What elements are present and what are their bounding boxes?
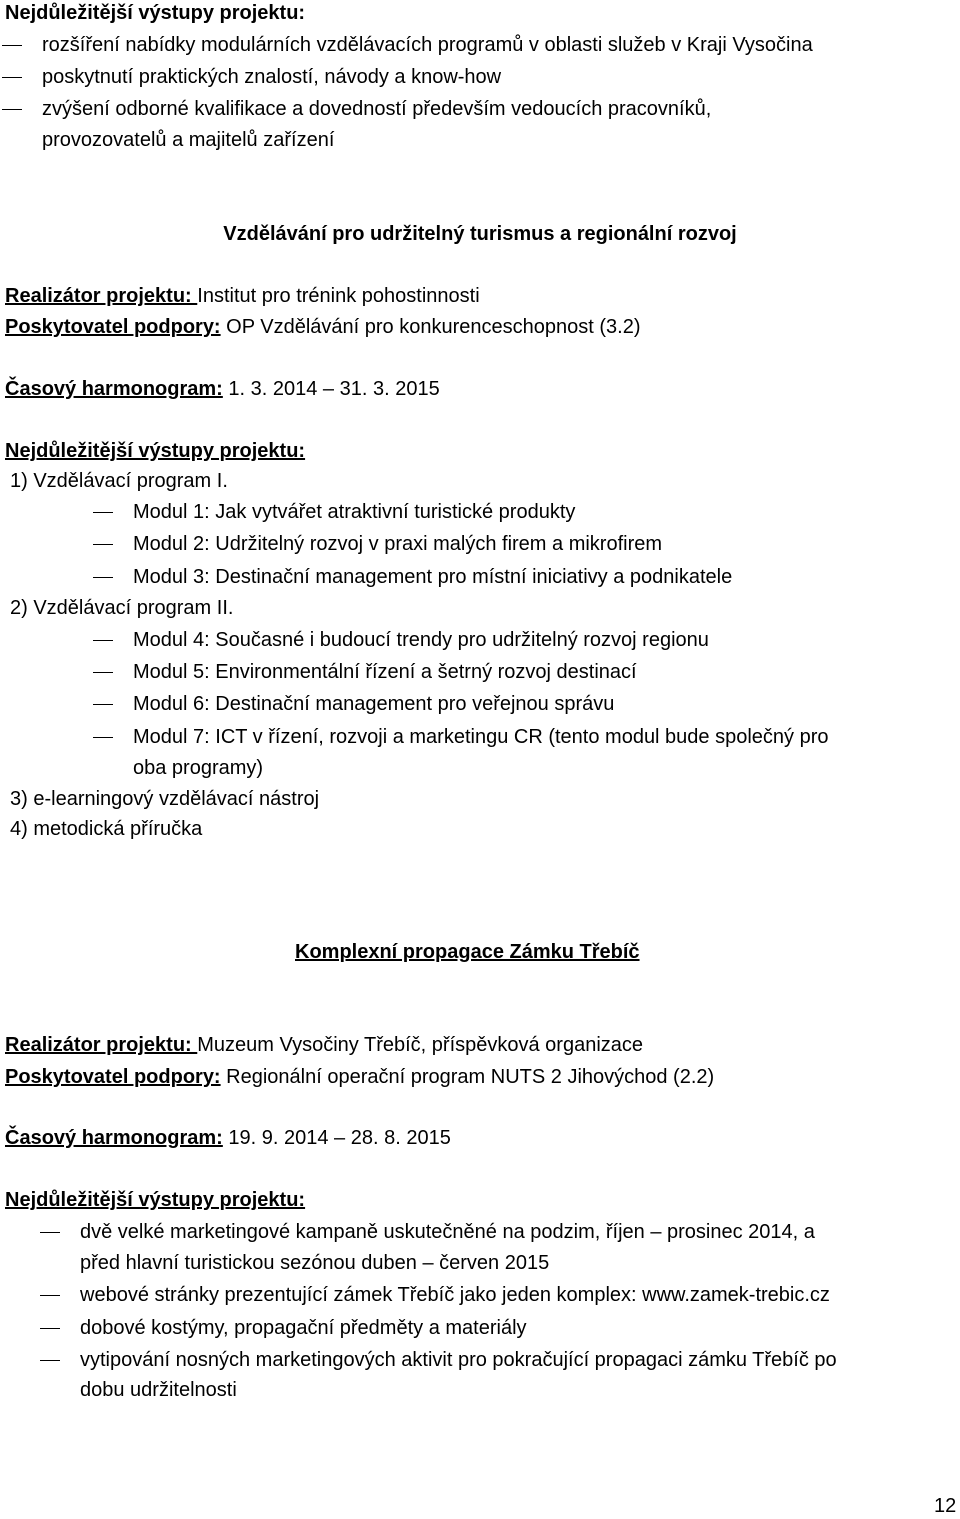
dash-bullet bbox=[93, 640, 113, 641]
section1-heading: Nejdůležitější výstupy projektu: bbox=[5, 2, 306, 24]
project2-title: Vzdělávání pro udržitelný turismus a regionální rozvoj bbox=[223, 223, 737, 245]
program-item: 1) Vzdělávací program I. bbox=[10, 470, 228, 492]
dash-bullet bbox=[93, 512, 113, 513]
list-item: rozšíření nabídky modulárních vzdělávacích programů v oblasti služeb v Kraji Vysočina bbox=[42, 34, 813, 56]
dash-bullet bbox=[93, 737, 113, 738]
list-item: webové stránky prezentující zámek Třebíč jako jeden komplex: www.zamek-trebic.cz bbox=[80, 1284, 830, 1306]
poskytovatel-label: Poskytovatel podpory: bbox=[5, 316, 221, 338]
outputs-heading: Nejdůležitější výstupy projektu: bbox=[5, 1189, 306, 1211]
module-item: Modul 4: Současné i budoucí trendy pro udržitelný rozvoj regionu bbox=[133, 629, 709, 651]
program-item: 3) e-learningový vzdělávací nástroj bbox=[10, 788, 320, 810]
harmonogram-value: 1. 3. 2014 – 31. 3. 2015 bbox=[222, 378, 440, 400]
list-item: zvýšení odborné kvalifikace a dovedností především vedoucích pracovníků, bbox=[42, 98, 712, 120]
realizator-label: Realizátor projektu: bbox=[5, 285, 198, 307]
module-item: Modul 6: Destinační management pro veřejnou správu bbox=[133, 693, 615, 715]
dash-bullet bbox=[93, 544, 113, 545]
realizator-value: Muzeum Vysočiny Třebíč, příspěvková organizace bbox=[197, 1034, 644, 1056]
list-item: dobové kostýmy, propagační předměty a materiály bbox=[80, 1317, 527, 1339]
harmonogram-line bbox=[5, 1125, 451, 1151]
dash-bullet bbox=[2, 77, 22, 78]
list-item: poskytnutí praktických znalostí, návody a know-how bbox=[42, 66, 502, 88]
module-item: Modul 1: Jak vytvářet atraktivní turistické produkty bbox=[133, 501, 576, 523]
dash-bullet bbox=[2, 45, 22, 46]
module-item: Modul 2: Udržitelný rozvoj v praxi malých firem a mikrofirem bbox=[133, 533, 663, 555]
realizator-line bbox=[5, 283, 480, 309]
realizator-line bbox=[5, 1032, 643, 1058]
dash-bullet bbox=[40, 1232, 60, 1233]
realizator-label: Realizátor projektu: bbox=[5, 1034, 198, 1056]
poskytovatel-line bbox=[5, 314, 640, 340]
list-item-continuation: provozovatelů a majitelů zařízení bbox=[42, 129, 335, 151]
list-item-continuation: dobu udržitelnosti bbox=[80, 1379, 237, 1401]
program-item: 2) Vzdělávací program II. bbox=[10, 597, 234, 619]
realizator-value: Institut pro trénink pohostinnosti bbox=[197, 285, 480, 307]
dash-bullet bbox=[40, 1295, 60, 1296]
harmonogram-line bbox=[5, 376, 440, 402]
module-item: Modul 7: ICT v řízení, rozvoji a marketingu CR (tento modul bude společný pro bbox=[133, 726, 829, 748]
outputs-heading: Nejdůležitější výstupy projektu: bbox=[5, 440, 306, 462]
harmonogram-value: 19. 9. 2014 – 28. 8. 2015 bbox=[222, 1127, 451, 1149]
dash-bullet bbox=[40, 1328, 60, 1329]
harmonogram-label: Časový harmonogram: bbox=[5, 1127, 223, 1149]
project3-title: Komplexní propagace Zámku Třebíč bbox=[295, 941, 640, 963]
module-item: Modul 5: Environmentální řízení a šetrný rozvoj destinací bbox=[133, 661, 637, 683]
dash-bullet bbox=[93, 577, 113, 578]
list-item: vytipování nosných marketingových aktivit pro pokračující propagaci zámku Třebíč po bbox=[80, 1349, 837, 1371]
poskytovatel-label: Poskytovatel podpory: bbox=[5, 1066, 221, 1088]
list-item: dvě velké marketingové kampaně uskutečněné na podzim, říjen – prosinec 2014, a bbox=[80, 1221, 815, 1243]
module-item: Modul 3: Destinační management pro místní iniciativy a podnikatele bbox=[133, 566, 733, 588]
dash-bullet bbox=[93, 704, 113, 705]
program-item: 4) metodická příručka bbox=[10, 818, 203, 840]
harmonogram-label: Časový harmonogram: bbox=[5, 378, 223, 400]
dash-bullet bbox=[93, 672, 113, 673]
dash-bullet bbox=[40, 1360, 60, 1361]
poskytovatel-line bbox=[5, 1064, 714, 1090]
page-number: 12 bbox=[934, 1495, 957, 1517]
poskytovatel-value: OP Vzdělávání pro konkurenceschopnost (3.2) bbox=[220, 316, 641, 338]
module-item-continuation: oba programy) bbox=[133, 757, 264, 779]
poskytovatel-value: Regionální operační program NUTS 2 Jihovýchod (2.2) bbox=[220, 1066, 715, 1088]
list-item-continuation: před hlavní turistickou sezónou duben – červen 2015 bbox=[80, 1252, 550, 1274]
dash-bullet bbox=[2, 109, 22, 110]
